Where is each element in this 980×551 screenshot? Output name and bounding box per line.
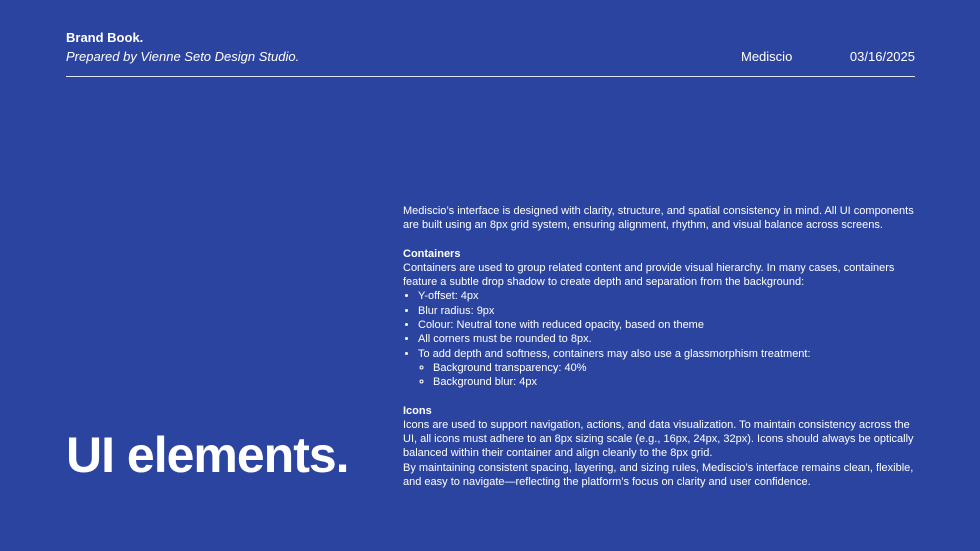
document-date: 03/16/2025 [849,49,915,64]
prepared-by-subtitle: Prepared by Vienne Seto Design Studio. [66,49,300,64]
icons-heading: Icons [403,404,432,417]
closing-paragraph: By maintaining consistent spacing, layering, and sizing rules, Mediscio’s interface remains clean, flexible, and easy to navigate—reflecting the platform’s focus on clarity and user confidence. [403,461,914,489]
list-item: • Blur radius: 9px [418,304,915,318]
glassmorphism-sub-list [418,361,915,390]
intro-paragraph: Mediscio’s interface is designed with clarity, structure, and spatial consistency in mind. All UI components are built using an 8px grid system, ensuring alignment, rhythm, and visual balance across screens. [403,205,914,232]
section-title: UI elements. [66,427,349,483]
company-name: Mediscio [741,49,793,64]
list-item: ◦ Background transparency: 40% [433,361,915,375]
content-body [403,204,915,489]
list-item: • Colour: Neutral tone with reduced opacity, based on theme [418,318,915,332]
brand-book-title: Brand Book. [66,30,144,45]
list-item-label: To add depth and softness, containers may also use a glassmorphism treatment: [418,347,811,360]
containers-heading: Containers [403,247,461,260]
header-divider [66,76,915,77]
icons-paragraph: Icons are used to support navigation, actions, and data visualization. To maintain consistency across the UI, all icons must adhere to an 8px sizing scale (e.g., 16px, 24px, 32px). Icons should always be optically balanced within their container and align cleanly to the 8px grid. [403,418,914,460]
list-item [418,347,915,390]
list-item: • All corners must be rounded to 8px. [418,332,915,346]
containers-paragraph: Containers are used to group related content and provide visual hierarchy. In many cases, containers feature a subtle drop shadow to create depth and separation from the background: [403,261,895,289]
list-item: • Y-offset: 4px [418,289,915,303]
containers-bullet-list [403,289,915,389]
list-item: ◦ Background blur: 4px [433,375,915,389]
